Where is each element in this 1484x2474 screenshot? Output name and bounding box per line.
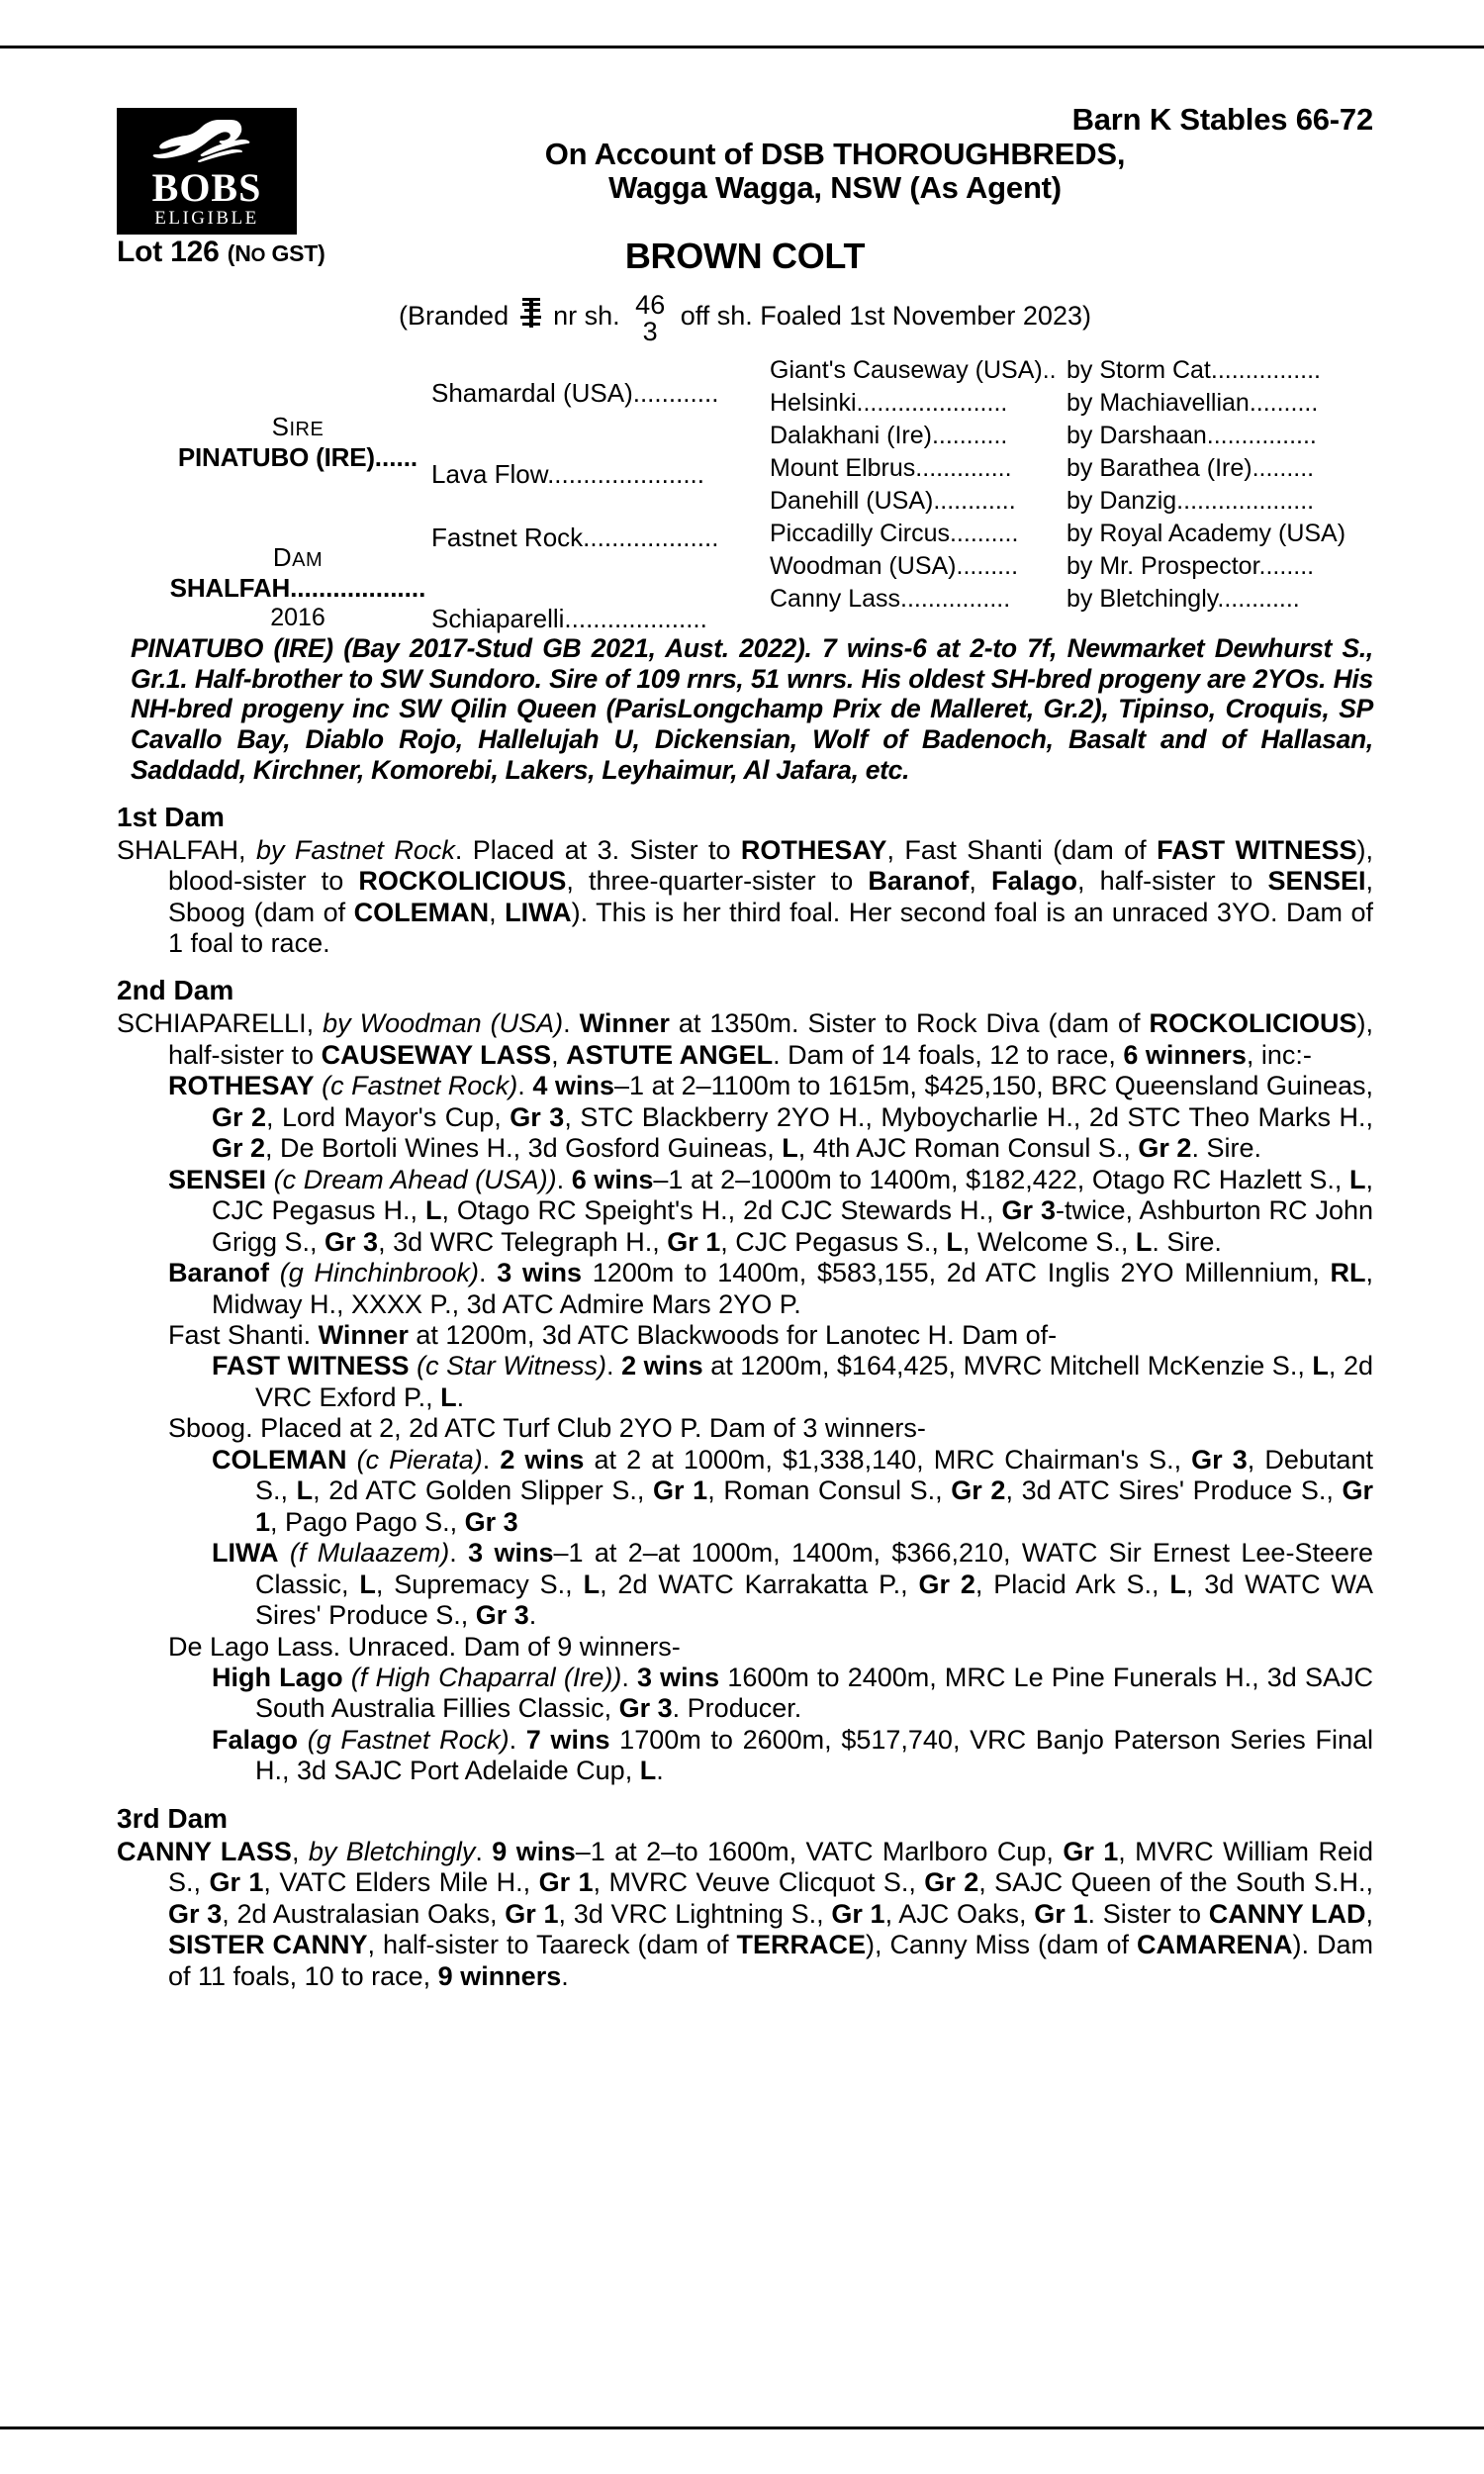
pedigree-entry: Sboog. Placed at 2, 2d ATC Turf Club 2YO P. Dam of 3 winners- — [168, 1413, 926, 1444]
pedigree-entry: SCHIAPARELLI, by Woodman (USA). Winner at 1350m. Sister to Rock Diva (dam of ROCKOLICIOUS), half-sister to CAUSEWAY LASS, ASTUTE ANGEL. Dam of 14 foals, 12 to race, 6 winners, inc:- — [117, 1008, 1374, 1070]
pedigree-col-greatgrandparents — [770, 358, 1373, 619]
bottom-rule — [0, 2426, 1484, 2429]
pedigree-g3-7: Canny Lass................ by Bletchingly............ — [770, 587, 1300, 612]
pedigree-g2-1: Lava Flow...................... — [431, 459, 704, 489]
dam-year: 2016 — [270, 604, 325, 631]
header-text-block — [297, 103, 1373, 206]
logo-wordmark: BOBS — [151, 165, 262, 210]
pedigree-entry: FAST WITNESS (c Star Witness). 2 wins at 1200m, $164,425, MVRC Mitchell McKenzie S., L, 2d VRC Exford P., L. — [212, 1351, 1373, 1412]
logo-subtitle: ELIGIBLE — [154, 208, 259, 229]
page-content — [117, 83, 1373, 1992]
pedigree-g3-1: Helsinki...................... by Machiavellian.......... — [770, 391, 1319, 416]
pedigree-entry: High Lago (f High Chaparral (Ire)). 3 wins 1600m to 2400m, MRC Le Pine Funerals H., 3d SAJC South Australia Fillies Classic, Gr 3. Producer. — [212, 1663, 1373, 1724]
lot-number — [117, 236, 325, 269]
brand-symbol-icon — [518, 297, 544, 337]
sire-name: PINATUBO (IRE)...... — [177, 442, 418, 472]
pedigree-entry: SHALFAH, by Fastnet Rock. Placed at 3. Sister to ROTHESAY, Fast Shanti (dam of FAST WITNESS), blood-sister to ROCKOLICIOUS, three-quarter-sister to Baranof, Falago, half-sister to SENSEI, Sboog (dam of COLEMAN, LIWA). This is her third foal. Her second foal is an unraced 3YO. Dam of 1 foal to race. — [117, 834, 1374, 959]
dam-heading: 1st Dam — [117, 801, 225, 832]
pedigree-g2-2: Fastnet Rock................... — [431, 523, 719, 552]
pedigree-g3-5: Piccadilly Circus.......... by Royal Academy (USA) — [770, 522, 1346, 546]
brand-number-top: 46 — [635, 290, 666, 320]
dam-name: SHALFAH................... — [169, 573, 426, 603]
dam-sections — [117, 802, 1373, 1992]
bobs-eligible-logo — [117, 108, 297, 235]
pedigree-entry: SENSEI (c Dream Ahead (USA)). 6 wins–1 at 2–1000m to 1400m, $182,422, Otago RC Hazlett S., L, CJC Pegasus H., L, Otago RC Speight's H., 2d CJC Stewards H., Gr 3-twice, Ashburton RC John Grigg S., Gr 3, 3d WRC Telegraph H., Gr 1, CJC Pegasus S., L, Welcome S., L. Sire. — [168, 1164, 1374, 1257]
pedigree-table — [117, 358, 1373, 633]
branded-prefix: (Branded — [399, 301, 510, 332]
pedigree-g3-4: Danehill (USA)............ by Danzig.................... — [770, 489, 1315, 514]
sire-block — [135, 412, 461, 473]
account-line-2: Wagga Wagga, NSW (As Agent) — [608, 170, 1062, 206]
horse-head-icon — [147, 108, 266, 171]
pedigree-entry: ROTHESAY (c Fastnet Rock). 4 wins–1 at 2–1100m to 1615m, $425,150, BRC Queensland Guineas, Gr 2, Lord Mayor's Cup, Gr 3, STC Blackberry 2YO H., Myboycharlie H., 2d STC Theo Marks H., Gr 2, De Bortoli Wines H., 3d Gosford Guineas, L, 4th AJC Roman Consul S., Gr 2. Sire. — [168, 1071, 1374, 1164]
lot-number-text: Lot 126 — [117, 236, 220, 268]
brand-number-bottom: 3 — [642, 317, 658, 346]
pedigree-entry: Falago (g Fastnet Rock). 7 wins 1700m to 2600m, $517,740, VRC Banjo Paterson Series Final H., 3d SAJC Port Adelaide Cup, L. — [212, 1724, 1373, 1786]
header — [117, 83, 1373, 232]
dam-heading: 2nd Dam — [117, 975, 234, 1006]
pedigree-g2-3: Schiaparelli.................... — [431, 604, 707, 633]
dam-label: DAM — [272, 542, 324, 572]
account-line-1: On Account of DSB THOROUGHBREDS, — [544, 136, 1126, 171]
brand-number-stack — [635, 292, 665, 345]
sire-summary-paragraph: PINATUBO (IRE) (Bay 2017-Stud GB 2021, Aust. 2022). 7 wins-6 at 2-to 7f, Newmarket Dewhurst S., Gr.1. Half-brother to SW Sundoro. Sire of 109 rnrs, 51 wnrs. His oldest SH-bred progeny are 2YOs. His NH-bred progeny inc SW Qilin Queen (ParisLongchamp Prix de Malleret, Gr.2), Tipinso, Croquis, SP Cavallo Bay, Diablo Rojo, Hallelujah U, Dickensian, Wolf of Badenoch, Basalt and of Hallasan, Saddadd, Kirchner, Komorebi, Lakers, Leyhaimur, Al Jafara, etc. — [131, 633, 1373, 785]
pedigree-g3-0: Giant's Causeway (USA).. by Storm Cat................ — [770, 358, 1322, 383]
dam-heading: 3rd Dam — [117, 1802, 229, 1834]
pedigree-entry: CANNY LASS, by Bletchingly. 9 wins–1 at 2–to 1600m, VATC Marlboro Cup, Gr 1, MVRC William Reid S., Gr 1, VATC Elders Mile H., Gr 1, MVRC Veuve Clicquot S., Gr 2, SAJC Queen of the South S.H., Gr 3, 2d Australasian Oaks, Gr 1, 3d VRC Lightning S., Gr 1, AJC Oaks, Gr 1. Sister to CANNY LAD, SISTER CANNY, half-sister to Taareck (dam of TERRACE), Canny Miss (dam of CAMARENA). Dam of 11 foals, 10 to race, 9 winners. — [117, 1836, 1373, 1991]
page-title: BROWN COLT — [624, 236, 866, 276]
branded-suffix: off sh. Foaled 1st November 2023) — [680, 301, 1091, 332]
top-rule — [0, 46, 1484, 48]
barn-stables-line: Barn K Stables 66-72 — [1071, 102, 1373, 137]
pedigree-entry: COLEMAN (c Pierata). 2 wins at 2 at 1000m, $1,338,140, MRC Chairman's S., Gr 3, Debutant S., L, 2d ATC Golden Slipper S., Gr 1, Roman Consul S., Gr 2, 3d ATC Sires' Produce S., Gr 1, Pago Pago S., Gr 3 — [212, 1444, 1373, 1537]
no-gst-note: (NO GST) — [227, 240, 325, 266]
pedigree-entry: De Lago Lass. Unraced. Dam of 9 winners- — [168, 1631, 681, 1662]
pedigree-entry: Fast Shanti. Winner at 1200m, 3d ATC Blackwoods for Lanotec H. Dam of- — [168, 1320, 1058, 1351]
branded-mid: nr sh. — [553, 301, 620, 332]
pedigree-g3-3: Mount Elbrus.............. by Barathea (Ire)......... — [770, 456, 1315, 481]
pedigree-g3-6: Woodman (USA)......... by Mr. Prospector........ — [770, 554, 1315, 579]
branding-line — [117, 291, 1373, 344]
sire-label: SIRE — [271, 412, 325, 441]
dam-block — [135, 542, 461, 632]
pedigree-g2-0: Shamardal (USA)............ — [431, 378, 719, 408]
lot-title-row — [117, 236, 1373, 289]
pedigree-entry: Baranof (g Hinchinbrook). 3 wins 1200m to 1400m, $583,155, 2d ATC Inglis 2YO Millennium, RL, Midway H., XXXX P., 3d ATC Admire Mars 2YO P. — [168, 1258, 1373, 1319]
pedigree-entry: LIWA (f Mulaazem). 3 wins–1 at 2–at 1000m, 1400m, $366,210, WATC Sir Ernest Lee-Steere Classic, L, Supremacy S., L, 2d WATC Karrakatta P., Gr 2, Placid Ark S., L, 3d WATC WA Sires' Produce S., Gr 3. — [212, 1538, 1374, 1631]
pedigree-g3-2: Dalakhani (Ire)........... by Darshaan................ — [770, 424, 1317, 448]
